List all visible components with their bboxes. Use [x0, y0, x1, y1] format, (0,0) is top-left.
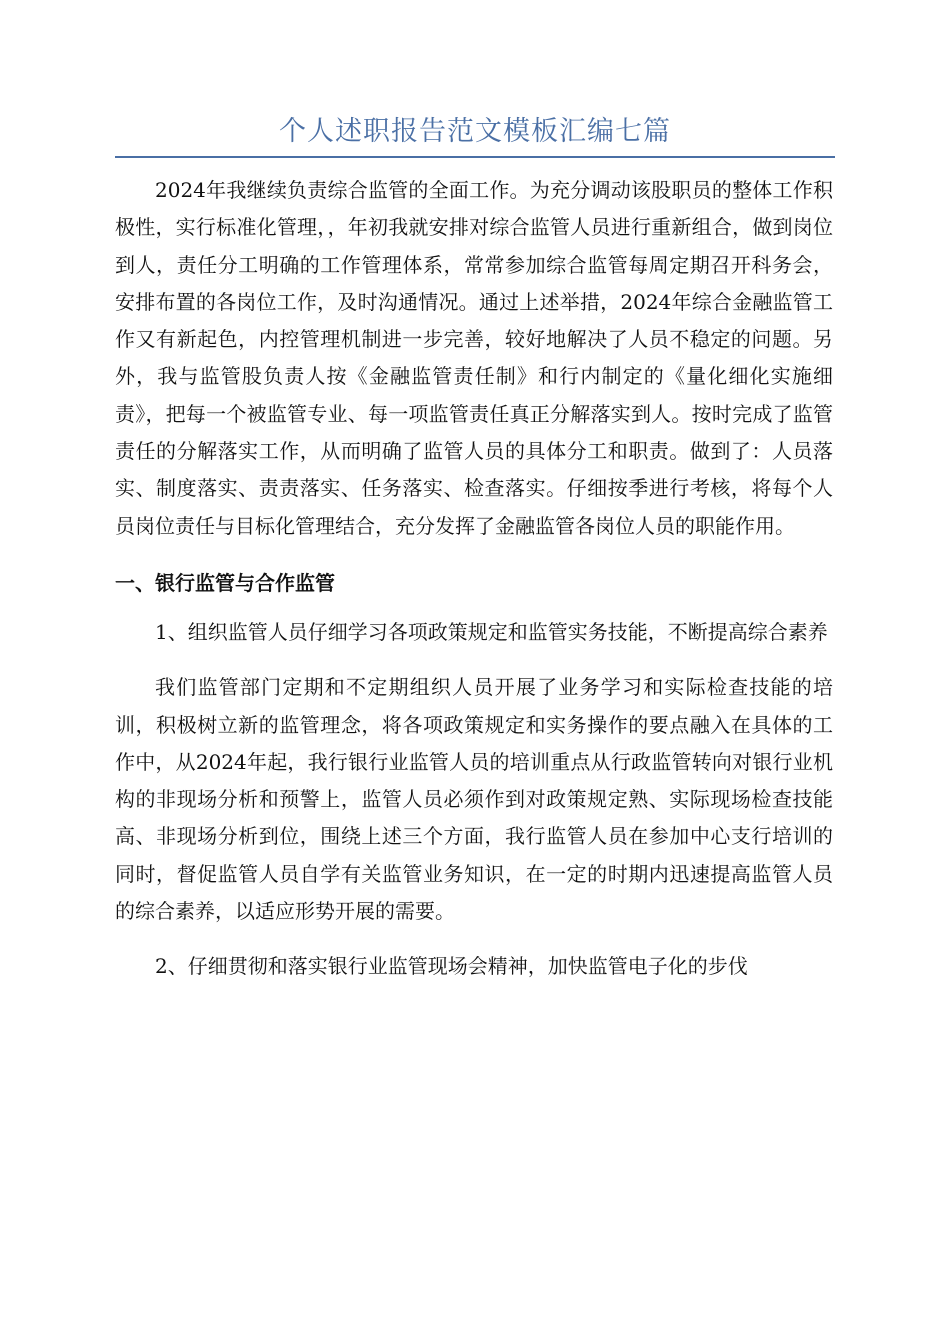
title-block — [115, 112, 835, 158]
paragraph-intro: 2024年我继续负责综合监管的全面工作。为充分调动该股职员的整体工作积极性，实行标准化管理，，年初我就安排对综合监管人员进行重新组合，做到岗位到人，责任分工明确的工作管理体系，常常参加综合监管每周定期召开科务会，安排布置的各岗位工作，及时沟通情况。通过上述举措，2024年综合金融监管工作又有新起色，内控管理机制进一步完善，较好地解决了人员不稳定的问题。另外，我与监管股负责人按《金融监管责任制》和行内制定的《量化细化实施细责》，把每一个被监管专业、每一项监管责任真正分解落实到人。按时完成了监管责任的分解落实工作，从而明确了监管人员的具体分工和职责。做到了：人员落实、制度落实、责责落实、任务落实、检查落实。仔细按季进行考核，将每个人员岗位责任与目标化管理结合，充分发挥了金融监管各岗位人员的职能作用。 — [115, 178, 833, 538]
section-heading: 一、银行监管与合作监管 — [115, 570, 335, 595]
subheading-1: 1、组织监管人员仔细学习各项政策规定和监管实务技能，不断提高综合素养 — [155, 619, 828, 644]
paragraph-training: 我们监管部门定期和不定期组织人员开展了业务学习和实际检查技能的培训，积极树立新的监管理念，将各项政策规定和实务操作的要点融入在具体的工作中，从2024年起，我行银行业监管人员的培训重点从行政监管转向对银行业机构的非现场分析和预警上，监管人员必须作到对政策规定熟、实际现场检查技能高、非现场分析到位，围绕上述三个方面，我行监管人员在参加中心支行培训的同时，督促监管人员自学有关监管业务知识，在一定的时期内迅速提高监管人员的综合素养，以适应形势开展的需要。 — [115, 675, 833, 924]
document-title: 个人述职报告范文模板汇编七篇 — [279, 116, 671, 147]
subheading-2: 2、仔细贯彻和落实银行业监管现场会精神，加快监管电子化的步伐 — [155, 954, 748, 979]
document-body — [115, 172, 833, 986]
